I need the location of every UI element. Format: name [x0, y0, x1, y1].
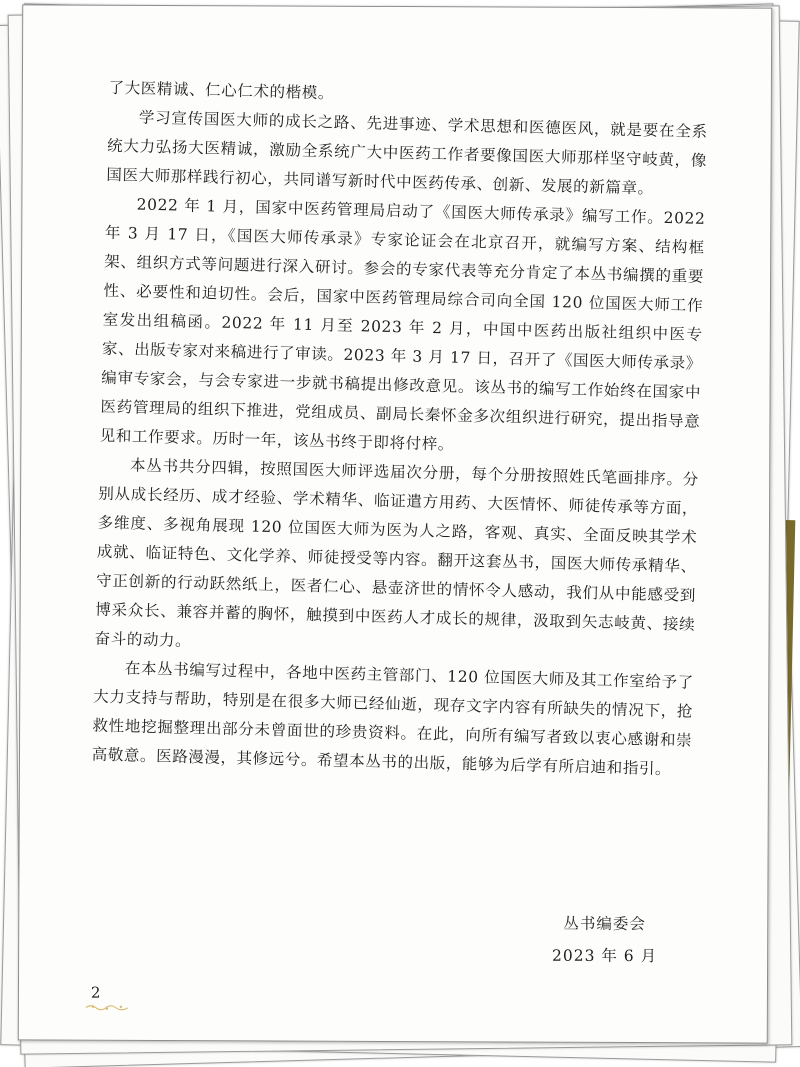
front-page [18, 4, 773, 1043]
signature-date: 2023 年 6 月 [551, 946, 658, 966]
page-number: 2 [90, 983, 101, 1002]
paragraph: 本丛书共分四辑，按照国医大师评选届次分册，每个分册按照姓氏笔画排序。分别从成长经历、成才经验、学术精华、临证遣方用药、大医情怀、师徒传承等方面，多维度、多视角展现 120 位国医大师为医为人之路，客观、真实、全面反映其学术成就、临证特色、文化学养、师徒授受等内容。翻开这套丛书，国医大师传承精华、守正创新的行动跃然纸上，医者仁心、悬壶济世的情怀令人感动，我们从中能感受到博采众长、兼容并蓄的胸怀，触摸到中医药人才成长的规律，汲取到矢志岐黄、接续奋斗的动力。 [94, 456, 700, 651]
paragraph: 学习宣传国医大师的成长之路、先进事迹、学术思想和医德医风，就是要在全系统大力弘扬大医精诚，激励全系统广大中医药工作者要像国医大师那样坚守岐黄，像国医大师那样践行初心，共同谱写新时代中医药传承、创新、发展的新篇章。 [106, 108, 708, 198]
paragraph: 2022 年 1 月，国家中医药管理局启动了《国医大师传承录》编写工作。2022 年 3 月 17 日，《国医大师传承录》专家论证会在北京召开，就编写方案、结构框架、组织方式等问题进行深入研讨。参会的专家代表等充分肯定了本丛书编撰的重要性、必要性和迫切性。会后，国家中医药管理局综合司向全国 120 位国医大师工作室发出组稿函。2022 年 11 月至 2023 年 2 月，中国中医药出版社组织中医专家、出版专家对来稿进行了审读。2023 年 3 月 17 日，召开了《国医大师传承录》编审专家会，与会专家进一步就书稿提出修改意见。该丛书的编写工作始终在国家中医药管理局的组织下推进，党组成员、副局长秦怀金多次组织进行研究，提出指导意见和工作要求。历时一年，该丛书终于即将付梓。 [99, 195, 706, 454]
paragraph: 在本丛书编写过程中，各地中医药主管部门、120 位国医大师及其工作室给予了大力支持与帮助，特别是在很多大师已经仙逝，现存文字内容有所缺失的情况下，抢救性地挖掘整理出部分未曾面世的珍贵资料。在此，向所有编写者致以衷心感谢和崇高敬意。医路漫漫，其修远兮。希望本丛书的出版，能够为后学有所启迪和指引。 [91, 659, 694, 779]
signature-block [552, 908, 657, 972]
signature-org: 丛书编委会 [563, 914, 646, 934]
floral-ornament-icon [85, 1004, 129, 1012]
paragraph: 了大医精诚、仁心仁术的楷模。 [108, 78, 335, 103]
preface-body [91, 74, 708, 785]
